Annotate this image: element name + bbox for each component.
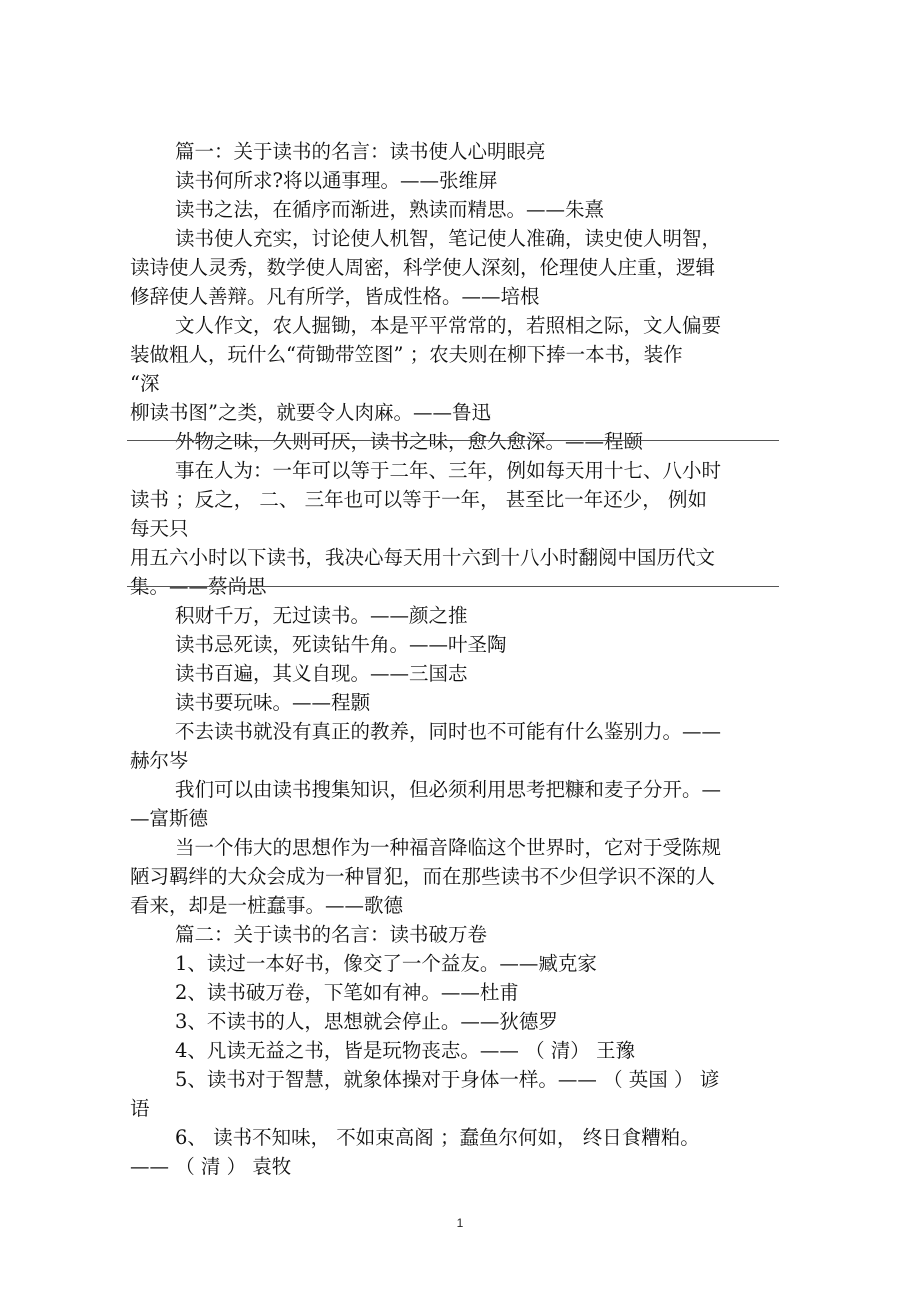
quote-line: —富斯德: [130, 807, 209, 830]
body-text: [130, 137, 770, 1181]
horizontal-rule: [127, 586, 779, 587]
quote-line: 集。——蔡尚思: [130, 575, 267, 598]
quote-line: 读诗使人灵秀，数学使人周密，科学使人深刻，伦理使人庄重，逻辑: [130, 256, 716, 279]
numbered-quote: 1、读过一本好书，像交了一个益友。——臧克家: [175, 952, 597, 975]
quote-line: 积财千万，无过读书。——颜之推: [175, 604, 468, 627]
numbered-quote: 5、读书对于智慧，就象体操对于身体一样。—— （ 英国 ） 谚: [175, 1068, 720, 1091]
page-number: 1: [456, 1216, 464, 1230]
quote-line: 读书何所求?将以通事理。——张维屏: [175, 169, 498, 192]
quote-line: 用五六小时以下读书，我决心每天用十六到十八小时翻阅中国历代文: [130, 546, 716, 569]
section-heading: 篇一：关于读书的名言：读书使人心明眼亮: [175, 140, 546, 163]
quote-line: 看来，却是一桩蠢事。——歌德: [130, 894, 404, 917]
numbered-quote: 语: [130, 1097, 150, 1120]
numbered-quote: 3、不读书的人，思想就会停止。——狄德罗: [175, 1010, 558, 1033]
numbered-quote: —— （ 清 ） 袁牧: [130, 1155, 292, 1178]
quote-line: 读书百遍，其义自现。——三国志: [175, 662, 468, 685]
horizontal-rule: [127, 440, 779, 441]
numbered-quote: 6、 读书不知味， 不如束高阁 ；蠢鱼尔何如， 终日食糟粕。: [175, 1126, 700, 1149]
quote-line: 读书使人充实，讨论使人机智，笔记使人准确，读史使人明智，: [175, 227, 722, 250]
section-heading: 篇二：关于读书的名言：读书破万卷: [175, 923, 488, 946]
quote-line: 我们可以由读书搜集知识，但必须利用思考把糠和麦子分开。—: [175, 778, 722, 801]
quote-line: 装做粗人，玩什么“荷锄带笠图” ；农夫则在柳下捧一本书，装作: [130, 343, 683, 366]
quote-line: 当一个伟大的思想作为一种福音降临这个世界时，它对于受陈规: [175, 836, 722, 859]
quote-line: 外物之味，久则可厌，读书之味，愈久愈深。——程颐: [175, 430, 644, 453]
quote-line: 读书要玩味。——程颢: [175, 691, 371, 714]
quote-line: 读书忌死读，死读钻牛角。——叶圣陶: [175, 633, 507, 656]
quote-line: 文人作文，农人掘锄，本是平平常常的，若照相之际，文人偏要: [175, 314, 722, 337]
quote-line: 不去读书就没有真正的教养，同时也不可能有什么鉴别力。——: [175, 720, 722, 743]
quote-line: 读书之法，在循序而渐进，熟读而精思。——朱熹: [175, 198, 605, 221]
quote-line: 修辞使人善辩。凡有所学，皆成性格。——培根: [130, 285, 540, 308]
quote-line: 陋习羁绊的大众会成为一种冒犯，而在那些读书不少但学识不深的人: [130, 865, 716, 888]
quote-line: 柳读书图”之类，就要令人肉麻。——鲁迅: [130, 401, 491, 424]
quote-line: “深: [130, 372, 160, 395]
quote-line: 事在人为：一年可以等于二年、三年，例如每天用十七、八小时: [175, 459, 722, 482]
quote-line: 每天只: [130, 517, 189, 540]
numbered-quote: 2、读书破万卷，下笔如有神。——杜甫: [175, 981, 519, 1004]
quote-line: 赫尔岑: [130, 749, 189, 772]
numbered-quote: 4、凡读无益之书，皆是玩物丧志。—— （ 清） 王豫: [175, 1039, 636, 1062]
quote-line: 读书 ；反之， 二、 三年也可以等于一年， 甚至比一年还少， 例如: [130, 488, 707, 511]
